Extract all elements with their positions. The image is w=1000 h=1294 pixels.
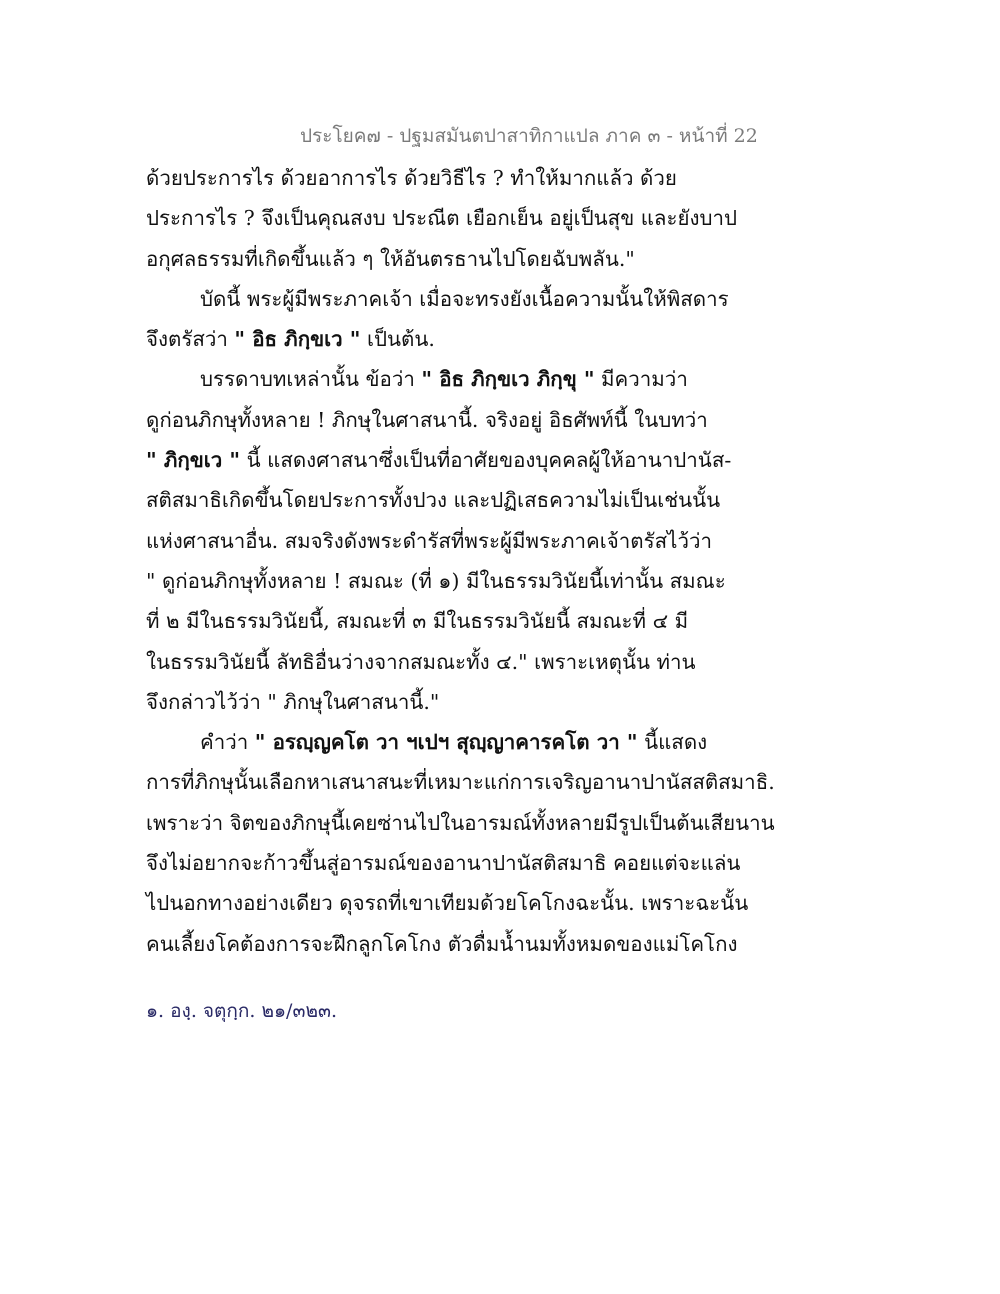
footnote: ๑. องฺ. จตุกฺก. ๒๑/๓๒๓. bbox=[146, 1000, 337, 1022]
body-text bbox=[146, 158, 775, 964]
text-line: คนเลี้ยงโคต้องการจะฝึกลูกโคโกง ตัวดื่มน้ำนมทั้งหมดของแม่โคโกง bbox=[146, 931, 738, 956]
text-line: การที่ภิกษุนั้นเลือกหาเสนาสนะที่เหมาะแก่การเจริญอานาปานัสสติสมาธิ. bbox=[146, 770, 775, 795]
text-line: จึงไม่อยากจะก้าวขึ้นสู่อารมณ์ของอานาปานัสติสมาธิ คอยแต่จะแล่น bbox=[146, 851, 741, 876]
text-run: จึงตรัสว่า bbox=[146, 327, 235, 352]
text-line bbox=[146, 440, 746, 480]
pali-term: " อรญฺญคโต วา ฯเปฯ สุญฺญาคารคโต วา " bbox=[254, 730, 638, 755]
text-line: สติสมาธิเกิดขึ้นโดยประการทั้งปวง และปฏิเสธความไม่เป็นเช่นนั้น bbox=[146, 488, 721, 513]
paragraph-start bbox=[146, 722, 746, 762]
text-line: ในธรรมวินัยนี้ ลัทธิอื่นว่างจากสมณะทั้ง ๔." เพราะเหตุนั้น ท่าน bbox=[146, 649, 696, 674]
text-line: ด้วยประการไร ด้วยอาการไร ด้วยวิธีไร ? ทำให้มากแล้ว ด้วย bbox=[146, 166, 677, 190]
text-line: จึงกล่าวไว้ว่า " ภิกษุในศาสนานี้." bbox=[146, 689, 440, 714]
text-run: เป็นต้น. bbox=[360, 327, 435, 352]
paragraph-start bbox=[146, 359, 746, 399]
text-line: ไปนอกทางอย่างเดียว ดุจรถที่เขาเทียมด้วยโคโกงฉะนั้น. เพราะฉะนั้น bbox=[146, 891, 749, 916]
paragraph-start: บัดนี้ พระผู้มีพระภาคเจ้า เมื่อจะทรงยังเนื้อความนั้นให้พิสดาร bbox=[200, 286, 729, 311]
text-line: ดูก่อนภิกษุทั้งหลาย ! ภิกษุในศาสนานี้. จริงอยู่ อิธศัพท์นี้ ในบทว่า bbox=[146, 407, 708, 432]
text-line bbox=[146, 319, 746, 359]
running-header: ประโยค๗ - ปฐมสมันตปาสาทิกาแปล ภาค ๓ - หน้าที่ 22 bbox=[300, 125, 758, 147]
text-run: มีความว่า bbox=[594, 367, 688, 392]
text-line: อกุศลธรรมที่เกิดขึ้นแล้ว ๆ ให้อันตรธานไปโดยฉับพลัน." bbox=[146, 246, 635, 271]
pali-term: " อิธ ภิกฺขเว " bbox=[234, 327, 361, 352]
text-line: แห่งศาสนาอื่น. สมจริงดังพระดำรัสที่พระผู้มีพระภาคเจ้าตรัสไว้ว่า bbox=[146, 528, 712, 553]
text-run: นี้ แสดงศาสนาซึ่งเป็นที่อาศัยของบุคคลผู้ให้อานาปานัส- bbox=[240, 448, 732, 473]
text-line: " ดูก่อนภิกษุทั้งหลาย ! สมณะ (ที่ ๑) มีในธรรมวินัยนี้เท่านั้น สมณะ bbox=[146, 568, 726, 593]
text-run: บรรดาบทเหล่านั้น ข้อว่า bbox=[200, 367, 422, 392]
text-line: ที่ ๒ มีในธรรมวินัยนี้, สมณะที่ ๓ มีในธรรมวินัยนี้ สมณะที่ ๔ มี bbox=[146, 609, 689, 634]
pali-term: " ภิกฺขเว " bbox=[146, 448, 241, 473]
text-run: คำว่า bbox=[200, 730, 255, 755]
pali-term: " อิธ ภิกฺขเว ภิกฺขุ " bbox=[421, 367, 595, 392]
text-run: นี้แสดง bbox=[637, 730, 708, 755]
text-line: ประการไร ? จึงเป็นคุณสงบ ประณีต เยือกเย็น อยู่เป็นสุข และยังบาป bbox=[146, 206, 738, 231]
text-line: เพราะว่า จิตของภิกษุนี้เคยซ่านไปในอารมณ์ทั้งหลายมีรูปเป็นต้นเสียนาน bbox=[146, 810, 775, 835]
